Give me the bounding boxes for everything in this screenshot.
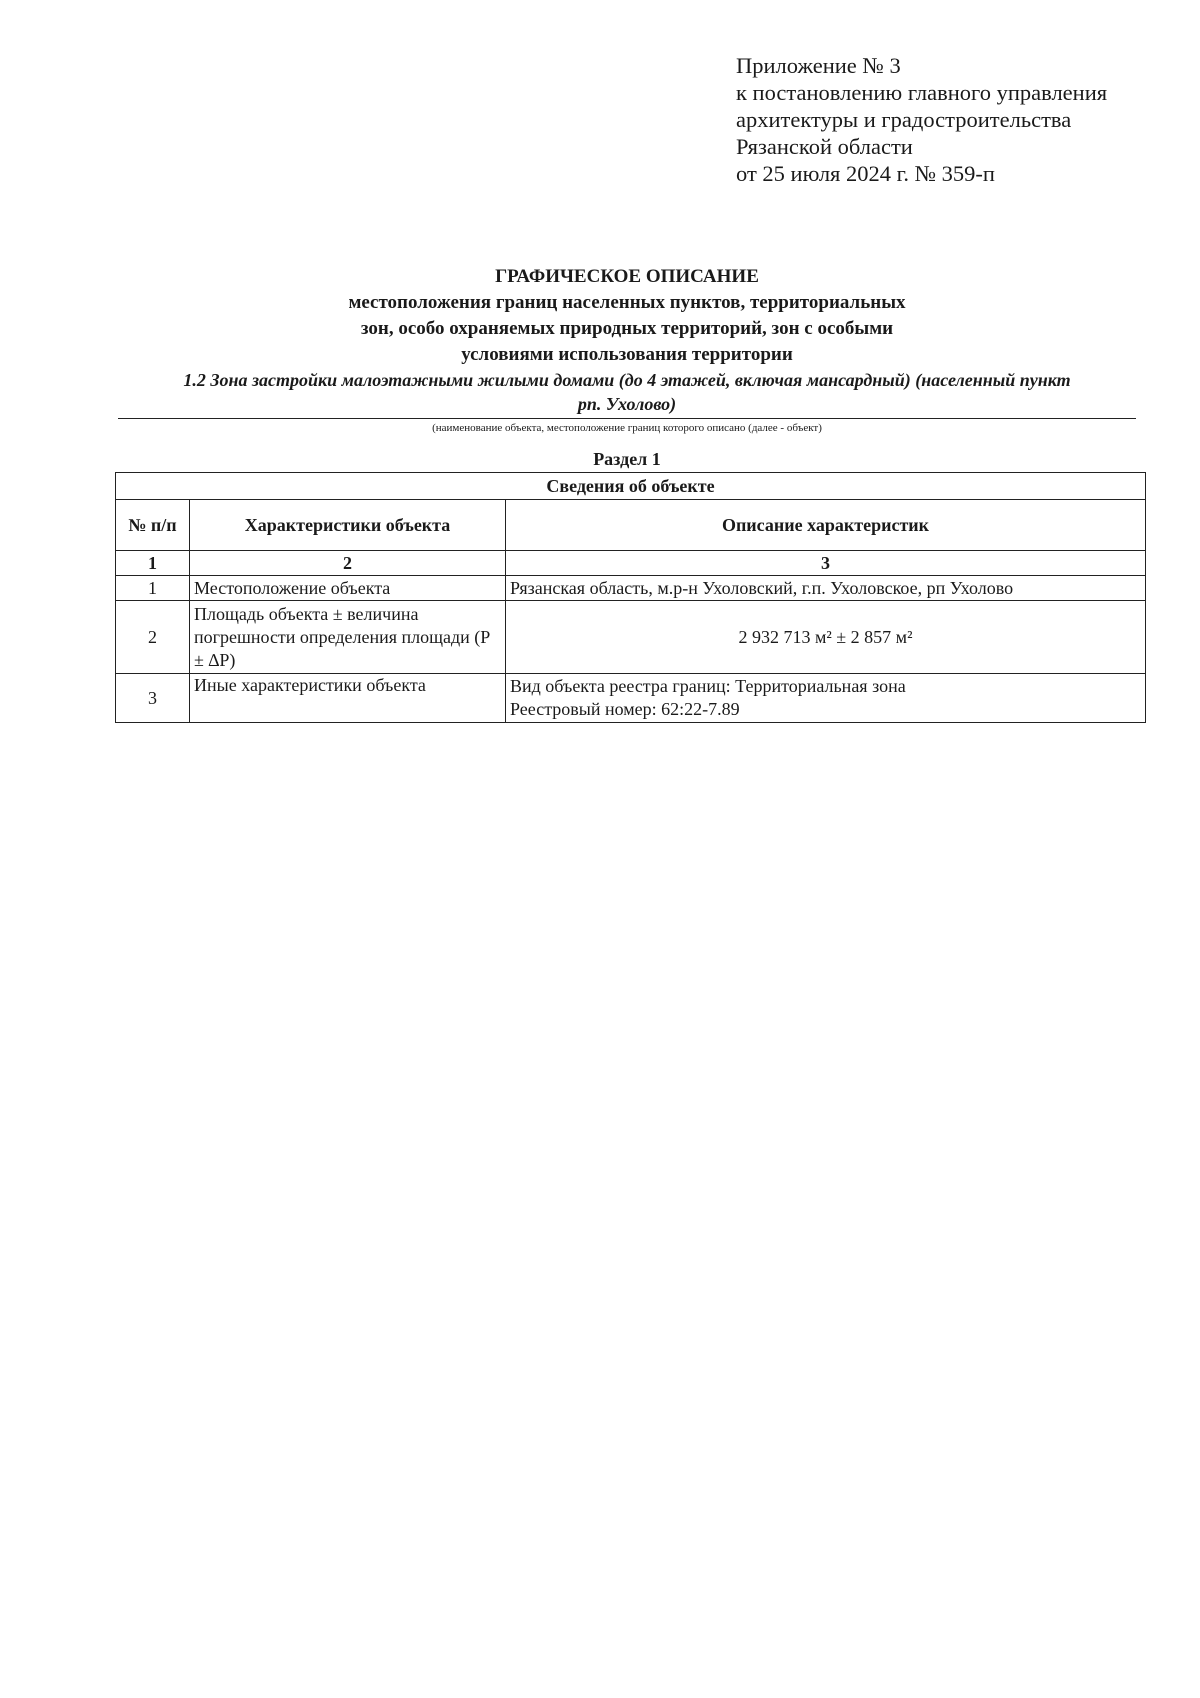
row-2-characteristic: Площадь объекта ± величина погрешности определения площади (P ± ∆P): [190, 601, 506, 674]
document-subtitle-line-1: местоположения границ населенных пунктов, территориальных: [348, 292, 906, 313]
row-2-description: 2 932 713 м² ± 2 857 м²: [506, 601, 1146, 674]
appendix-line-5: от 25 июля 2024 г. № 359-п: [736, 161, 995, 186]
document-title-block: [118, 264, 1136, 436]
row-3-description: [506, 674, 1146, 723]
object-name: [118, 368, 1136, 419]
row-2-num: 2: [116, 601, 190, 674]
appendix-line-2: к постановлению главного управления: [736, 80, 1108, 105]
table-row: [116, 601, 1146, 674]
column-number-3: 3: [506, 551, 1146, 576]
appendix-line-1: Приложение № 3: [736, 53, 901, 78]
row-1-characteristic: Местоположение объекта: [190, 576, 506, 601]
document-subtitle-line-2: зон, особо охраняемых природных территорий, зон с особыми: [360, 318, 894, 339]
header-description: Описание характеристик: [506, 500, 1146, 551]
header-num: № п/п: [116, 500, 190, 551]
row-3-characteristic: Иные характеристики объекта: [190, 674, 506, 723]
document-title: ГРАФИЧЕСКОЕ ОПИСАНИЕ: [495, 266, 759, 287]
object-info-table: [115, 472, 1146, 723]
row-1-num: 1: [116, 576, 190, 601]
header-characteristic: Характеристики объекта: [190, 500, 506, 551]
section-title: Раздел 1: [593, 449, 661, 469]
object-name-line-1: 1.2 Зона застройки малоэтажными жилыми домами (до 4 этажей, включая мансардный) (населенный пункт: [183, 370, 1071, 390]
table-caption: Сведения об объекте: [116, 473, 1146, 500]
appendix-line-4: Рязанской области: [736, 134, 913, 159]
table-header-row: [116, 500, 1146, 551]
document-subtitle-line-3: условиями использования территории: [461, 344, 793, 365]
row-1-description: Рязанская область, м.р-н Ухоловский, г.п. Ухоловское, рп Ухолово: [506, 576, 1146, 601]
table-column-number-row: [116, 551, 1146, 576]
appendix-block: [736, 52, 1107, 187]
table-caption-row: [116, 473, 1146, 500]
row-3-description-line-1: Вид объекта реестра границ: Территориальная зона: [510, 676, 906, 696]
object-name-hint: (наименование объекта, местоположение границ которого описано (далее - объект): [432, 422, 822, 434]
appendix-line-3: архитектуры и градостроительства: [736, 107, 1072, 132]
table-row: [116, 674, 1146, 723]
row-3-num: 3: [116, 674, 190, 723]
column-number-1: 1: [116, 551, 190, 576]
table-row: [116, 576, 1146, 601]
object-name-line-2: рп. Ухолово): [577, 394, 677, 414]
row-3-description-line-2: Реестровый номер: 62:22-7.89: [510, 699, 740, 719]
column-number-2: 2: [190, 551, 506, 576]
